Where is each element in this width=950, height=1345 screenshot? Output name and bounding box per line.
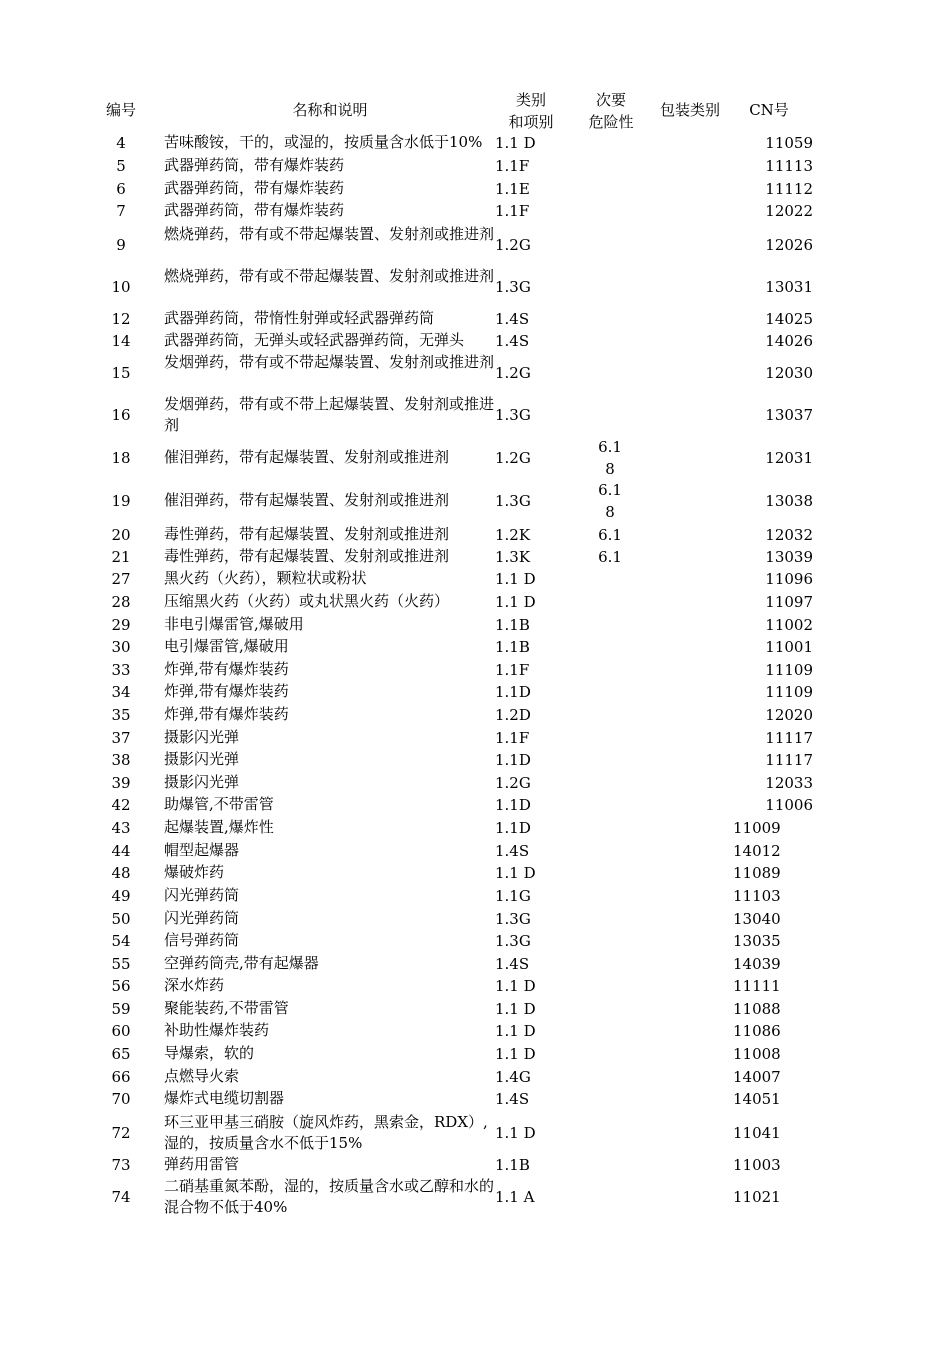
table-row <box>0 224 950 266</box>
cell-class: 1.1 D <box>495 570 536 588</box>
cell-class: 1.1B <box>495 1156 530 1174</box>
header-no: 编号 <box>105 101 136 119</box>
cell-cn: 13039 <box>765 548 813 566</box>
cell-name: 帽型起爆器 <box>164 841 240 859</box>
table-row <box>0 840 950 862</box>
cell-cn: 11096 <box>765 570 813 588</box>
table-row <box>0 749 950 771</box>
table-row <box>0 953 950 975</box>
cell-number: 28 <box>111 593 131 611</box>
table-row <box>0 479 950 523</box>
cell-number: 54 <box>111 932 131 950</box>
cell-name: 助爆管,不带雷管 <box>164 795 274 813</box>
cell-class: 1.4S <box>495 332 530 350</box>
cell-cn: 13040 <box>733 910 781 928</box>
cell-number: 6 <box>116 180 126 198</box>
cell-cn: 11113 <box>765 157 813 175</box>
cell-name: 催泪弹药，带有起爆装置、发射剂或推进剂 <box>164 448 450 466</box>
table-row <box>0 1112 950 1154</box>
cell-cn: 11111 <box>733 977 781 995</box>
cell-cn: 12020 <box>765 706 813 724</box>
table-row <box>0 636 950 658</box>
cell-name: 燃烧弹药，带有或不带起爆装置、发射剂或推进剂 <box>164 267 495 285</box>
cell-name: 深水炸药 <box>164 976 225 994</box>
cell-number: 70 <box>111 1090 131 1108</box>
table-row <box>0 266 950 308</box>
cell-class: 1.1 D <box>495 864 536 882</box>
table-row <box>0 132 950 154</box>
cell-class: 1.2G <box>495 236 531 254</box>
cell-name: 爆炸式电缆切割器 <box>164 1089 285 1107</box>
table-row <box>0 681 950 703</box>
table-row <box>0 568 950 590</box>
cell-number: 42 <box>111 796 131 814</box>
cell-class: 1.4S <box>495 1090 530 1108</box>
cell-number: 60 <box>111 1022 131 1040</box>
cell-cn: 14025 <box>765 310 813 328</box>
cell-number: 29 <box>111 616 131 634</box>
cell-class: 1.1 D <box>495 134 536 152</box>
cell-cn: 11009 <box>733 819 781 837</box>
header-name: 名称和说明 <box>292 101 368 119</box>
cell-name: 信号弹药筒 <box>164 931 240 949</box>
cell-name: 武器弹药筒，带有爆炸装药 <box>164 201 345 219</box>
cell-name: 非电引爆雷管,爆破用 <box>164 615 304 633</box>
cell-number: 48 <box>111 864 131 882</box>
table-row <box>0 1043 950 1065</box>
cell-class: 1.3G <box>495 492 531 510</box>
cell-name: 燃烧弹药，带有或不带起爆装置、发射剂或推进剂 <box>164 225 495 243</box>
cell-name: 发烟弹药，带有或不带上起爆装置、发射剂或推进剂 <box>164 395 495 434</box>
cell-class: 1.2G <box>495 364 531 382</box>
cell-name: 摄影闪光弹 <box>164 750 240 768</box>
table-row <box>0 330 950 352</box>
cell-class: 1.1 A <box>495 1188 535 1206</box>
table-row <box>0 930 950 952</box>
cell-number: 39 <box>111 774 131 792</box>
table-row <box>0 1066 950 1088</box>
cell-cn: 13031 <box>765 278 813 296</box>
cell-number: 4 <box>116 134 126 152</box>
cell-class: 1.1 D <box>495 1000 536 1018</box>
table-row <box>0 155 950 177</box>
cell-name: 发烟弹药，带有或不带起爆装置、发射剂或推进剂 <box>164 353 495 371</box>
cell-cn: 12032 <box>765 526 813 544</box>
table-row <box>0 794 950 816</box>
table-row <box>0 308 950 330</box>
cell-name: 武器弹药筒，带惰性射弹或轻武器弹药筒 <box>164 309 435 327</box>
cell-cn: 11086 <box>733 1022 781 1040</box>
cell-name: 弹药用雷管 <box>164 1155 240 1173</box>
header-class: 类别 和项别 <box>508 91 554 131</box>
cell-cn: 11021 <box>733 1188 781 1206</box>
cell-cn: 11059 <box>765 134 813 152</box>
table-row <box>0 1020 950 1042</box>
cell-class: 1.2K <box>495 526 531 544</box>
cell-class: 1.2G <box>495 449 531 467</box>
cell-number: 34 <box>111 683 131 701</box>
cell-class: 1.1G <box>495 887 531 905</box>
cell-class: 1.3G <box>495 278 531 296</box>
cell-class: 1.1 D <box>495 977 536 995</box>
cell-class: 1.4S <box>495 842 530 860</box>
cell-name: 武器弹药筒，带有爆炸装药 <box>164 156 345 174</box>
cell-cn: 13037 <box>765 406 813 424</box>
table-row <box>0 178 950 200</box>
cell-class: 1.3G <box>495 932 531 950</box>
cell-cn: 11117 <box>765 729 813 747</box>
cell-class: 1.1E <box>495 180 530 198</box>
table-row <box>0 1154 950 1176</box>
cell-name: 空弹药筒壳,带有起爆器 <box>164 954 319 972</box>
cell-cn: 13035 <box>733 932 781 950</box>
cell-name: 摄影闪光弹 <box>164 728 240 746</box>
cell-name: 二硝基重氮苯酚，湿的，按质量含水或乙醇和水的混合物不低于40% <box>164 1177 495 1216</box>
cell-cn: 11002 <box>765 616 813 634</box>
cell-class: 1.1 D <box>495 593 536 611</box>
cell-class: 1.1D <box>495 796 531 814</box>
cell-cn: 11001 <box>765 638 813 656</box>
cell-number: 59 <box>111 1000 131 1018</box>
table-row <box>0 394 950 436</box>
cell-class: 1.3G <box>495 406 531 424</box>
cell-number: 49 <box>111 887 131 905</box>
cell-name: 武器弹药筒，带有爆炸装药 <box>164 179 345 197</box>
cell-cn: 14051 <box>733 1090 781 1108</box>
table-row <box>0 659 950 681</box>
cell-cn: 11008 <box>733 1045 781 1063</box>
cell-name: 黑火药（火药），颗粒状或粉状 <box>164 569 367 587</box>
cell-secondary-hazard: 6.1 <box>598 548 622 566</box>
cell-name: 催泪弹药，带有起爆装置、发射剂或推进剂 <box>164 491 450 509</box>
cell-name: 电引爆雷管,爆破用 <box>164 637 289 655</box>
cell-number: 7 <box>116 202 126 220</box>
cell-cn: 11006 <box>765 796 813 814</box>
cell-class: 1.2D <box>495 706 531 724</box>
table-row <box>0 975 950 997</box>
header-secondary-hazard: 次要 危险性 <box>588 91 634 131</box>
cell-name: 导爆索，软的 <box>164 1044 255 1062</box>
cell-class: 1.1 D <box>495 1022 536 1040</box>
cell-class: 1.1D <box>495 751 531 769</box>
cell-name: 炸弹,带有爆炸装药 <box>164 660 289 678</box>
cell-class: 1.1D <box>495 819 531 837</box>
cell-number: 16 <box>111 406 131 424</box>
cell-name: 苦味酸铵，干的，或湿的，按质量含水低于10% <box>164 133 483 151</box>
header-cn: CN号 <box>749 101 789 119</box>
table-row <box>0 727 950 749</box>
cell-name: 闪光弹药筒 <box>164 909 240 927</box>
cell-number: 35 <box>111 706 131 724</box>
cell-cn: 12033 <box>765 774 813 792</box>
cell-name: 聚能装药,不带雷管 <box>164 999 289 1017</box>
table-row <box>0 908 950 930</box>
cell-class: 1.4S <box>495 310 530 328</box>
cell-number: 9 <box>116 236 126 254</box>
cell-number: 12 <box>111 310 131 328</box>
table-row <box>0 436 950 480</box>
cell-number: 37 <box>111 729 131 747</box>
cell-number: 10 <box>111 278 131 296</box>
cell-class: 1.1 D <box>495 1124 536 1142</box>
cell-name: 毒性弹药，带有起爆装置、发射剂或推进剂 <box>164 547 450 565</box>
cell-number: 20 <box>111 526 131 544</box>
cell-number: 55 <box>111 955 131 973</box>
cell-cn: 12022 <box>765 202 813 220</box>
cell-class: 1.3G <box>495 910 531 928</box>
cell-cn: 12026 <box>765 236 813 254</box>
cell-number: 44 <box>111 842 131 860</box>
table-row <box>0 614 950 636</box>
cell-cn: 11089 <box>733 864 781 882</box>
cell-cn: 11109 <box>765 683 813 701</box>
cell-number: 56 <box>111 977 131 995</box>
table-row <box>0 817 950 839</box>
cell-class: 1.1D <box>495 683 531 701</box>
cell-class: 1.1F <box>495 202 530 220</box>
cell-number: 38 <box>111 751 131 769</box>
cell-cn: 11088 <box>733 1000 781 1018</box>
cell-class: 1.1B <box>495 616 530 634</box>
cell-number: 14 <box>111 332 131 350</box>
cell-number: 19 <box>111 492 131 510</box>
table-row <box>0 862 950 884</box>
cell-cn: 12030 <box>765 364 813 382</box>
table-row <box>0 1088 950 1110</box>
cell-number: 43 <box>111 819 131 837</box>
cell-name: 武器弹药筒，无弹头或轻武器弹药筒，无弹头 <box>164 331 465 349</box>
cell-number: 15 <box>111 364 131 382</box>
table-row <box>0 1176 950 1218</box>
cell-name: 压缩黑火药（火药）或丸状黑火药（火药） <box>164 592 450 610</box>
cell-number: 65 <box>111 1045 131 1063</box>
cell-cn: 11112 <box>765 180 813 198</box>
cell-cn: 11103 <box>733 887 781 905</box>
cell-number: 72 <box>111 1124 131 1142</box>
table-row <box>0 591 950 613</box>
table-row <box>0 200 950 222</box>
cell-cn: 14012 <box>733 842 781 860</box>
cell-name: 爆破炸药 <box>164 863 225 881</box>
cell-cn: 14026 <box>765 332 813 350</box>
cell-number: 73 <box>111 1156 131 1174</box>
cell-cn: 14039 <box>733 955 781 973</box>
table-row <box>0 885 950 907</box>
cell-number: 33 <box>111 661 131 679</box>
cell-secondary-hazard: 6.1 8 <box>598 481 622 521</box>
cell-name: 环三亚甲基三硝胺（旋风炸药，黑索金，RDX）,湿的，按质量含水不低于15% <box>164 1113 488 1152</box>
table-row <box>0 998 950 1020</box>
table-row <box>0 546 950 568</box>
cell-cn: 11041 <box>733 1124 781 1142</box>
cell-number: 27 <box>111 570 131 588</box>
cell-class: 1.4S <box>495 955 530 973</box>
cell-cn: 12031 <box>765 449 813 467</box>
cell-class: 1.3K <box>495 548 531 566</box>
cell-name: 炸弹,带有爆炸装药 <box>164 705 289 723</box>
cell-name: 补助性爆炸装药 <box>164 1021 270 1039</box>
cell-number: 66 <box>111 1068 131 1086</box>
header-packing-group: 包装类别 <box>659 101 720 119</box>
cell-cn: 11003 <box>733 1156 781 1174</box>
cell-cn: 11109 <box>765 661 813 679</box>
cell-class: 1.1F <box>495 661 530 679</box>
cell-secondary-hazard: 6.1 <box>598 526 622 544</box>
cell-number: 30 <box>111 638 131 656</box>
cell-class: 1.4G <box>495 1068 531 1086</box>
cell-cn: 11117 <box>765 751 813 769</box>
cell-name: 毒性弹药，带有起爆装置、发射剂或推进剂 <box>164 525 450 543</box>
cell-cn: 13038 <box>765 492 813 510</box>
cell-class: 1.1 D <box>495 1045 536 1063</box>
cell-class: 1.1F <box>495 729 530 747</box>
cell-number: 50 <box>111 910 131 928</box>
cell-number: 74 <box>111 1188 131 1206</box>
table-row <box>0 772 950 794</box>
cell-number: 21 <box>111 548 131 566</box>
cell-name: 摄影闪光弹 <box>164 773 240 791</box>
cell-secondary-hazard: 6.1 8 <box>598 438 622 478</box>
table-row <box>0 524 950 546</box>
cell-class: 1.2G <box>495 774 531 792</box>
cell-class: 1.1F <box>495 157 530 175</box>
cell-class: 1.1B <box>495 638 530 656</box>
table-row <box>0 352 950 394</box>
cell-name: 炸弹,带有爆炸装药 <box>164 682 289 700</box>
table-row <box>0 704 950 726</box>
cell-number: 18 <box>111 449 131 467</box>
cell-cn: 14007 <box>733 1068 781 1086</box>
cell-name: 闪光弹药筒 <box>164 886 240 904</box>
cell-cn: 11097 <box>765 593 813 611</box>
cell-name: 点燃导火索 <box>164 1067 240 1085</box>
cell-name: 起爆装置,爆炸性 <box>164 818 274 836</box>
cell-number: 5 <box>116 157 126 175</box>
